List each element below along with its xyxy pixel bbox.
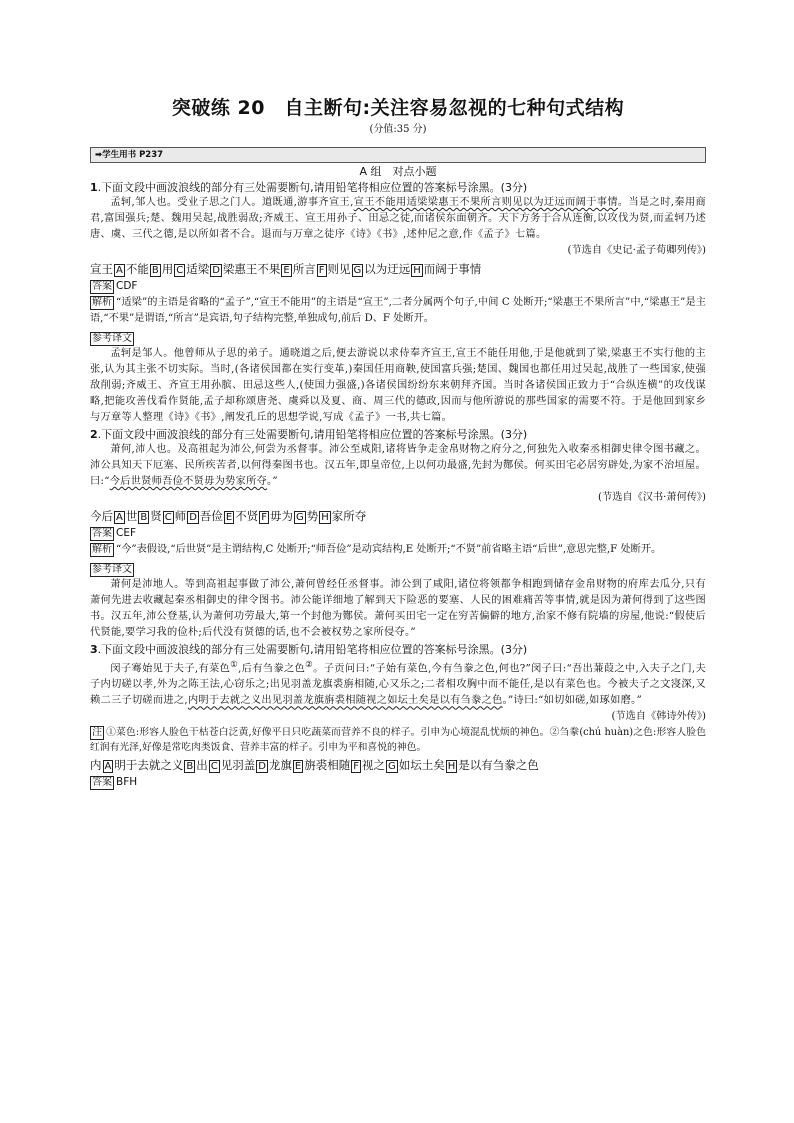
score-note: (分值:35 分) (369, 124, 427, 135)
segment-text: 所言 (292, 262, 316, 276)
segment-text: 适梁 (186, 262, 210, 276)
segment-text: 势 (306, 509, 319, 523)
page (90, 95, 706, 790)
question-3-passage: 闵子骞始见于夫子,有菜色①,后有刍豢之色②。子贡问曰:“子始有菜色,今有刍豢之色,何也?”闵子曰:“吾出蒹葭之中,入夫子之门,夫子内切磋以孝,外为之陈王法,心窃乐之;出见羽盖龙旗裘旃相随,心又乐之;二者相攻胸中而不能任,是以有菜色也。今被夫子之文寖深,又赖二三子切磋而进之,内明于去就之义出见羽盖龙旗旃裘相随视之如坛土矣是以有刍豢之色。”诗曰:“如切如磋,如琢如磨。” (90, 660, 706, 707)
answer-mark-c[interactable]: C (210, 761, 218, 773)
segment-text: 家所夺 (331, 509, 367, 523)
answer-mark-g[interactable]: G (296, 512, 304, 523)
segment-text: 旃裘相随 (304, 758, 351, 773)
segment-text: 龙旗 (268, 758, 292, 773)
answer-mark-b[interactable]: B (151, 265, 159, 276)
translation-tag: 参考译文 (92, 564, 132, 575)
answer-mark-f[interactable]: F (318, 265, 325, 276)
segment-text: 是以有刍豢之色 (458, 758, 539, 773)
question-3-options[interactable] (90, 757, 706, 773)
segment-text: 以为迂远 (364, 262, 411, 276)
question-2-passage: 萧何,沛人也。及高祖起为沛公,何尝为丞督事。沛公至咸阳,诸将皆争走金帛财物之府分之,何独先入收秦丞相御史律令图书藏之。沛公具知天下厄塞、民所疾苦者,以何得秦图书也。汉五年,即皇帝位,上以何功最盛,先封为酂侯。何买田宅必居穷辟处,为家不治垣屋。曰:“今后世贤师吾俭不贤毋为势家所夺。” (90, 444, 706, 487)
wavy-segment: 内明于去就之义出见羽盖龙旗旃裘相随视之如坛土矣是以有刍豢之色 (187, 695, 503, 707)
segment-text: 毋为 (270, 509, 293, 523)
segment-text: 视之 (362, 758, 385, 773)
answer-mark-a[interactable]: A (116, 512, 123, 523)
answer-mark-a[interactable]: A (104, 761, 112, 773)
segment-text: 师 (174, 509, 187, 523)
student-book-banner: ➡学生用书 P237 (90, 147, 706, 163)
segment-text: 而阔于事情 (423, 262, 482, 276)
answer-mark-g[interactable]: G (388, 761, 396, 773)
answer-mark-b[interactable]: B (186, 761, 194, 773)
question-3-source: (节选自《韩诗外传》) (611, 711, 706, 723)
segment-text: 不能 (125, 262, 149, 276)
answer-mark-c[interactable]: C (164, 512, 172, 523)
explain-tag: 解析 (92, 544, 112, 555)
question-1-translation: 孟轲是邹人。他曾师从子思的弟子。通晓道之后,便去游说以求侍奉齐宣王,宣王不能任用他,于是他就到了梁,梁惠王不实行他的主张,认为其主张不切实际。当时,(各诸侯国都在实行变革,)秦国任用商鞅,使国富兵强;楚国、魏国也都任用过吴起,战胜了一些国家,使强敌削弱;齐威王、齐宣王用孙膑、田忌这些人,(使国力强盛,)各诸侯国纷纷东来朝拜齐国。当时各诸侯国正致力于“合纵连横”的攻伐谋略,把能攻善伐看作贤能,孟子却称颂唐尧、虞舜以及夏、商、周三代的德政,因而与他所游说的那些国家的需要不符。于是他回到家乡与万章等人整理《诗》《书》,阐发孔丘的思想学说,写成《孟子》一书,共七篇。 (90, 348, 706, 423)
segment-text: 宣王 (90, 262, 113, 276)
question-3-answer: 答案 BFH (92, 776, 138, 789)
segment-text: 梁惠王不果 (222, 262, 281, 276)
segment-text: 明于去就之义 (114, 758, 184, 773)
answer-mark-g[interactable]: G (353, 265, 362, 276)
segment-text: 今后 (90, 509, 113, 523)
answer-tag: 答案 (92, 281, 112, 292)
segment-text: 用 (161, 262, 174, 276)
segment-text: 世 (125, 509, 138, 523)
question-2-explain: 解析 “今”表假设,“后世贤”是主谓结构,C 处断开;“师吾俭”是动宾结构,E 处断开;“不贤”前省略主语“后世”,意思完整,F 处断开。 (92, 544, 662, 555)
answer-mark-e[interactable]: E (294, 761, 302, 773)
segment-text: 贤 (150, 509, 162, 523)
answer-mark-d[interactable]: D (258, 761, 266, 773)
segment-text: 见羽盖 (220, 758, 256, 773)
question-1-answer: 答案 CDF (92, 280, 138, 292)
question-3-note: 注 ①菜色:形容人脸色干枯苍白泛黄,好像平日只吃蔬菜而营养不良的样子。引申为心境混乱忧烦的神色。②刍豢(chú huàn)之色:形容人脸色红润有光泽,好像是常吃肉类饭食、营养丰富的样子。引申为平和喜悦的神色。 (90, 727, 706, 754)
wavy-segment: 宣王不能用适梁梁惠王不果所言则见以为迂远而阔于事情 (353, 197, 618, 208)
question-1-source: (节选自《史记·孟子荀卿列传》) (567, 245, 706, 256)
segment-text: 吾俭 (199, 509, 223, 523)
question-2-translation-label (90, 559, 706, 577)
question-1-stem: 1.下面文段中画波浪线的部分有三处需要断句,请用铅笔将相应位置的答案标号涂黑。(3分) (90, 181, 528, 194)
answer-mark-d[interactable]: D (189, 512, 197, 523)
question-2-answer: 答案 CEF (92, 527, 137, 539)
question-1-options[interactable] (90, 261, 706, 277)
answer-mark-c[interactable]: C (176, 265, 184, 276)
answer-mark-h[interactable]: H (321, 512, 329, 523)
question-1-explain: 解析 “适梁”的主语是省略的“孟子”,“宣王不能用”的主语是“宣王”,二者分属两个句子,中间 C 处断开;“梁惠王不果所言”中,“梁惠王”是主语,“不果”是谓语,“所言”是宾语,句子结构完整,单独成句,前后 D、F 处断开。 (90, 297, 706, 324)
question-1-passage: 孟轲,邹人也。受业子思之门人。道既通,游事齐宣王,宣王不能用适梁梁惠王不果所言则见以为迂远而阔于事情。当是之时,秦用商君,富国强兵;楚、魏用吴起,战胜弱敌;齐威王、宣王用孙子、田忌之徒,而诸侯东面朝齐。天下方务于合从连衡,以攻伐为贤,而孟轲乃述唐、虞、三代之德,是以所如者不合。退而与万章之徒序《诗》《书》,述仲尼之意,作《孟子》七篇。 (90, 197, 706, 240)
translation-tag: 参考译文 (92, 333, 132, 344)
answer-mark-h[interactable]: H (413, 265, 421, 276)
page-title: 突破练 20 自主断句:关注容易忽视的七种句式结构 (171, 97, 625, 119)
segment-text: 如坛土矣 (398, 758, 445, 773)
segment-text: 则见 (327, 262, 351, 276)
segment-text: 内 (90, 758, 102, 773)
wavy-segment: 今后世贤师吾俭不贤毋为势家所夺 (109, 476, 268, 487)
answer-tag: 答案 (92, 528, 112, 539)
explain-tag: 解析 (92, 297, 112, 308)
answer-mark-f[interactable]: F (353, 761, 359, 773)
answer-mark-a[interactable]: A (116, 265, 123, 276)
answer-mark-h[interactable]: H (447, 761, 456, 773)
question-2-source: (节选自《汉书·萧何传》) (598, 492, 706, 503)
answer-tag: 答案 (92, 777, 112, 789)
question-2-options[interactable] (90, 508, 706, 524)
segment-text: 出 (196, 758, 208, 773)
segment-text: 不贤 (235, 509, 259, 523)
note-tag: 注 (92, 727, 102, 739)
question-2-stem: 2.下面文段中画波浪线的部分有三处需要断句,请用铅笔将相应位置的答案标号涂黑。(3分) (90, 428, 528, 441)
answer-mark-e[interactable]: E (225, 512, 233, 523)
question-2-translation: 萧何是沛地人。等到高祖起事做了沛公,萧何曾经任丞督事。沛公到了咸阳,诸位将领都争相跑到储存金帛财物的府库去瓜分,只有萧何先进去收藏起秦丞相御史的律令图书。沛公能详细地了解到天下险恶的要塞、人民的困难痛苦等事情,就是因为萧何得到了这些图书。汉五年,沛公登基,认为萧何功劳最大,第一个封他为酂侯。萧何买田宅一定在穷苦偏僻的地方,治家不修有院墙的房屋,他说:“假使后代贤能,要学习我的俭朴;后代没有贤德的话,也不会被权势之家所侵夺。” (90, 579, 706, 638)
answer-mark-f[interactable]: F (261, 512, 267, 523)
group-heading: A 组 对点小题 (359, 165, 437, 178)
question-3-stem: 3.下面文段中画波浪线的部分有三处需要断句,请用铅笔将相应位置的答案标号涂黑。(3分) (90, 643, 528, 656)
answer-mark-e[interactable]: E (283, 265, 290, 276)
answer-mark-d[interactable]: D (212, 265, 220, 276)
question-1-translation-label (90, 328, 706, 346)
answer-mark-b[interactable]: B (140, 512, 148, 523)
